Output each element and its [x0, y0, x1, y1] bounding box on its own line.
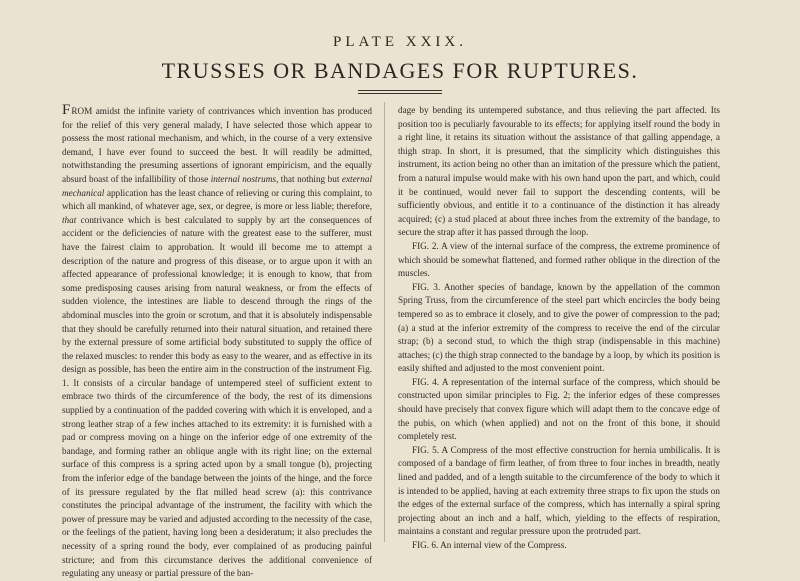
title-rule — [358, 90, 442, 91]
right-column — [398, 104, 720, 553]
title-rule-secondary — [358, 93, 442, 94]
intro-text-a: ROM amidst the infinite variety of contrivances which invention has produced for the relief of this very general malady, I have selected those which appear to possess the most rational mechanism, and which, in the course of a very extensive demand, I have ever found to succeed the best. It will readily be admitted, notwithstanding the presuming assertions of ignorant empiricism, and the equally absurd boast of the infallibility of those — [62, 106, 372, 184]
intro-text-c: application has the least chance of relieving or curing this complaint, to which all mankind, of whatever age, sex, or degree, is more or less liable; therefore, — [62, 187, 372, 212]
column-divider — [384, 102, 385, 542]
fig3-description: FIG. 3. Another species of bandage, known by the appellation of the common Spring Truss, from the circumference of the steel part which encircles the body being tempered so as to embrace it closely, and to give the power of compression to the pad; (a) a stud at the inferior extremity of the compress to receive the end of the circular strap; (b) a second stud, to which the thigh strap (indispensable in this machine) attaches; (c) the thigh strap connected to the bandage by a loop, by which its position is easily shifted and adjusted to the most convenient point. — [398, 281, 720, 374]
plate-label: PLATE XXIX. — [333, 34, 467, 50]
intro-text-d: contrivance which is best calculated to supply by art the consequences of accident or the deficiencies of nature with the greatest ease to the sufferer, must have the fairest claim to approbation. It would ill become me to attempt a description of the nature and progress of this disease, or to argue upon it with an affected appearance of professional knowledge; it is enough to know, that from some predisposing causes arising from natural weakness, or from the effects of sudden violence, the intestines are liable to descend through the rings of the abdominal muscles into the groin or scrotum, and that it is absolutely indispensable that they should be carefully returned into their natural situation, and retained there by the external pressure of some artificial body substituted to supply the office of the relaxed muscles: to render this body as easy to the wearer, and as effective in its design as possible, has been the entire aim in the construction of the instrument Fig. 1. It consists of a circular bandage of untempered steel of sufficient extent to embrace two thirds of the circumference of the body, the rest of its dimensions supplied by a continuation of the padded covering with which it is enveloped, and a strong leather strap of a few inches attached to its extremity: it is furnished with a pad or compress moving on a hinge on the inferior edge of one extremity of the bandage, and forming rather an oblique angle with its right line; on the external surface of this compress is a spring acted upon by a small tongue (b), projecting from the inferior edge of the bandage between the joints of the hinge, and the force of its pressure regulated by the flat milled head screw (a): this contrivance constitutes the principal advantage of the instrument, the facility with which the power of pressure may be varied and adjusted according to the necessity of the case, or the feelings of the patient, having long been a desideratum; it also precludes the necessity of a spring round the body, ever complained of as producing painful stricture; and from this circumstance derives the additional convenience of regulating any uneasy or partial pressure of the ban- — [62, 214, 372, 579]
page-title: TRUSSES OR BANDAGES FOR RUPTURES. — [161, 58, 639, 83]
fig1-continuation: dage by bending its untempered substance, and thus relieving the part affected. Its position too is peculiarly favourable to its effects; for applying itself round the body in a right line, it retains its situation without the assistance of that galling appendage, a thigh strap. In short, it is presumed, that the simplicity which distinguishes this instrument, its action being no other than an imitation of the pressure which the patient, from a natural impulse would make with his own hand upon the part, and which, could it be continued, would never fail to support the descending contents, will be sufficiently obvious, and entitle it to a continuance of the distinction it has already acquired; (c) a stud placed at about three inches from the extremity of the bandage, to secure the strap after it has passed through the loop. — [398, 105, 720, 238]
fig6-description: FIG. 6. An internal view of the Compress. — [412, 540, 567, 550]
intro-emphasis-1: internal nostrums — [210, 173, 276, 184]
drop-cap: F — [62, 102, 72, 118]
intro-emphasis-3: that — [62, 214, 77, 225]
intro-emphasis-2: external mechanical — [62, 173, 372, 198]
fig4-description: FIG. 4. A representation of the internal surface of the compress, which should be constructed upon similar principles to Fig. 2; the inferior edges of these compresses should have precisely that convex figure which will adapt them to the concave edge of the pubis, on which (when applied) and not on the front of this bone, it should completely rest. — [398, 376, 720, 442]
left-column — [62, 104, 372, 581]
fig5-description: FIG. 5. A Compress of the most effective construction for hernia umbilicalis. It is composed of a bandage of firm leather, of from three to four inches in breadth, neatly lined and padded, and of a length suitable to the circumference of the body to which it is intended to be applied, having at each extremity three straps to fix upon the studs on the edges of the external surface of the compress, which has internally a spiral spring projecting about an inch and a half, which, yielding to the effects of respiration, maintains a constant and regular pressure upon the protruded part. — [398, 444, 720, 537]
intro-paragraph — [62, 104, 372, 581]
fig2-description: FIG. 2. A view of the internal surface of the compress, the extreme prominence of which should be somewhat flattened, and formed rather oblique in the direction of the muscles. — [398, 240, 720, 279]
intro-text-b: , that nothing but — [275, 173, 342, 184]
